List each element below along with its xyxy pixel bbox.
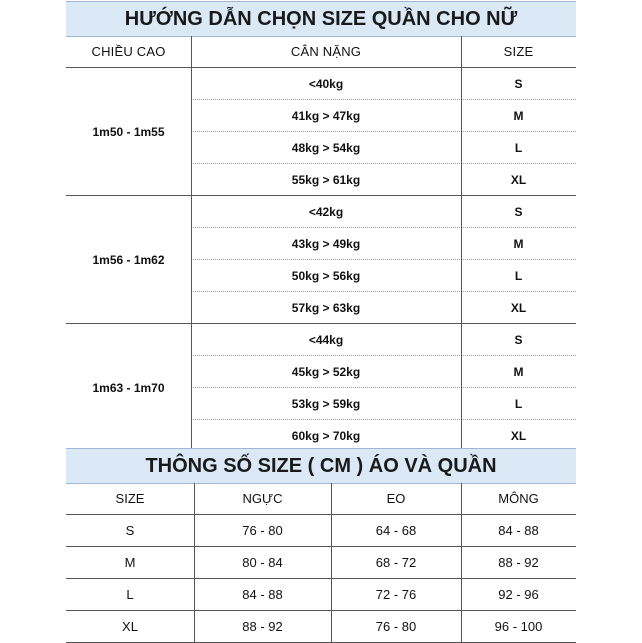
weight-cell: 48kg > 54kg [291,141,361,155]
table-header-row [66,483,576,515]
header-hip: MÔNG [498,491,539,506]
header-weight: CÂN NẶNG [290,44,362,59]
size-cell: S [125,523,135,538]
hip-cell: 88 - 92 [498,555,539,570]
table-row [66,324,576,356]
table-row [66,132,576,164]
size-cell: XL [122,619,138,634]
column-divider [194,483,195,643]
chest-cell: 76 - 80 [242,523,283,538]
header-divider [66,67,576,68]
weight-cell: 41kg > 47kg [291,109,361,123]
table-row [66,100,576,132]
weight-cell: <42kg [308,205,344,219]
hip-cell: 84 - 88 [498,523,539,538]
size-cell: XL [510,429,527,443]
weight-cell: 43kg > 49kg [291,237,361,251]
size-cell: S [514,205,523,219]
chest-cell: 80 - 84 [242,555,283,570]
column-divider [191,36,192,452]
table-row [66,611,576,643]
size-cell: XL [510,301,527,315]
table-row [66,579,576,611]
table-row [66,388,576,420]
chest-cell: 84 - 88 [242,587,283,602]
header-divider [66,514,576,515]
height-range-cell: 1m56 - 1m62 [92,253,165,267]
table-row [66,260,576,292]
header-waist: EO [386,491,406,506]
height-range-cell: 1m50 - 1m55 [92,125,165,139]
column-divider [461,483,462,643]
size-cell: L [514,141,523,155]
measurements-title: THÔNG SỐ SIZE ( CM ) ÁO VÀ QUẦN [66,448,576,484]
size-cell: M [513,237,524,251]
weight-cell: 45kg > 52kg [291,365,361,379]
column-divider [461,36,462,452]
waist-cell: 72 - 76 [375,587,417,602]
table-row [66,164,576,196]
waist-cell: 64 - 68 [375,523,417,538]
table-header-row [66,36,576,68]
weight-cell: <44kg [308,333,344,347]
size-cell: S [514,77,523,91]
waist-cell: 68 - 72 [375,555,417,570]
size-cell: L [126,587,134,602]
table-row [66,68,576,100]
table-row [66,515,576,547]
weight-cell: 55kg > 61kg [291,173,361,187]
weight-cell: 50kg > 56kg [291,269,361,283]
weight-cell: 53kg > 59kg [291,397,361,411]
header-height: CHIỀU CAO [91,44,166,59]
table-row [66,196,576,228]
size-cell: L [514,269,523,283]
waist-cell: 76 - 80 [375,619,417,634]
hip-cell: 92 - 96 [498,587,539,602]
size-cell: XL [510,173,527,187]
table-row [66,356,576,388]
hip-cell: 96 - 100 [494,619,543,634]
header-size: SIZE [115,491,145,506]
table-row [66,292,576,324]
size-guide-title: HƯỚNG DẪN CHỌN SIZE QUẦN CHO NỮ [66,1,576,37]
table-row [66,547,576,579]
size-cell: L [514,397,523,411]
header-size: SIZE [503,44,534,59]
column-divider [331,483,332,643]
weight-cell: <40kg [308,77,344,91]
chest-cell: 88 - 92 [242,619,283,634]
header-chest: NGỰC [242,491,283,506]
size-cell: S [514,333,523,347]
size-cell: M [513,365,524,379]
height-range-cell: 1m63 - 1m70 [92,381,165,395]
weight-cell: 60kg > 70kg [291,429,361,443]
size-cell: M [124,555,136,570]
weight-cell: 57kg > 63kg [291,301,361,315]
size-cell: M [513,109,524,123]
table-row [66,228,576,260]
